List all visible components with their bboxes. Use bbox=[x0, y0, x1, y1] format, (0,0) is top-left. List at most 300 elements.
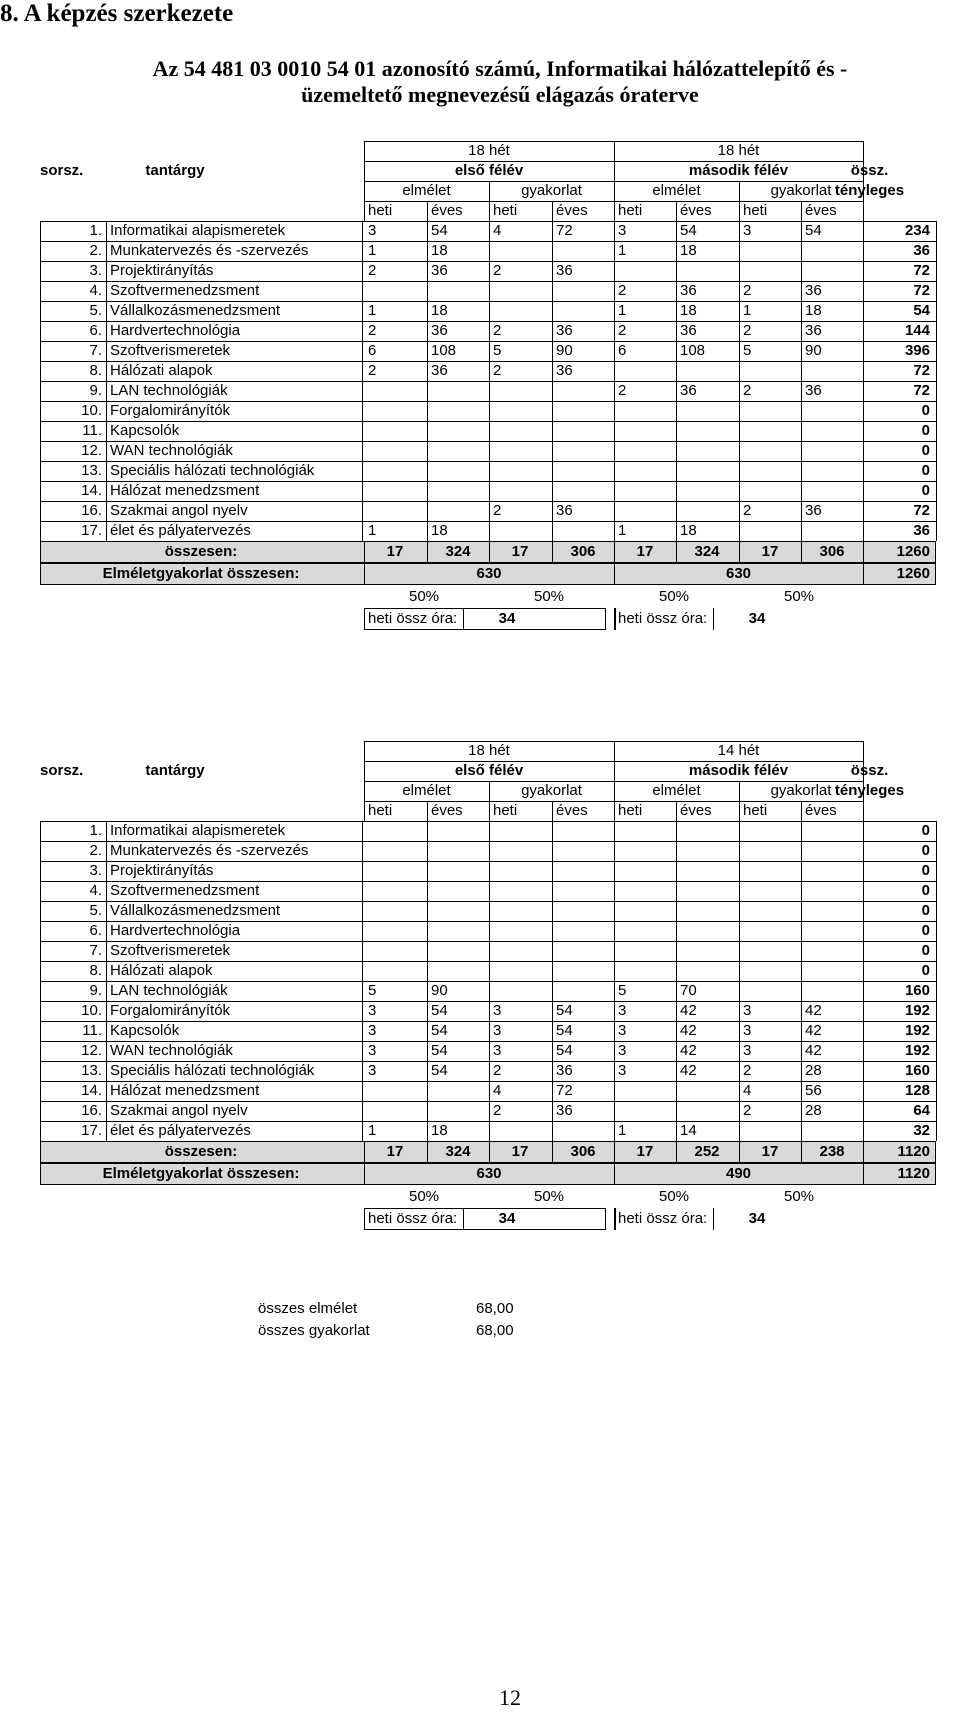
table2-subheader-eves: éves bbox=[556, 802, 588, 819]
table2-body-line bbox=[614, 821, 615, 1141]
table1-body-line bbox=[40, 221, 41, 541]
table1-row-value: 2 bbox=[493, 322, 502, 339]
table2-row-value: 1 bbox=[618, 1122, 627, 1139]
table2-row-sorsz: 7. bbox=[89, 942, 102, 959]
table1-subheader-eves: éves bbox=[431, 202, 463, 219]
table2-total-value: 17 bbox=[511, 1143, 529, 1160]
table1-percent: 50% bbox=[658, 588, 690, 605]
table2-row-total: 0 bbox=[921, 882, 930, 899]
table2-body-line bbox=[40, 821, 41, 1141]
table2-row-value: 3 bbox=[493, 1042, 502, 1059]
table2-percent: 50% bbox=[783, 1188, 815, 1205]
table2-subheader-heti: heti bbox=[368, 802, 393, 819]
table2-row-value: 54 bbox=[556, 1022, 573, 1039]
table1-row-value: 18 bbox=[431, 242, 448, 259]
table2-row-tantargy: Hardvertechnológia bbox=[110, 922, 241, 939]
table1-row-value: 18 bbox=[431, 522, 448, 539]
table1-row-value: 18 bbox=[805, 302, 822, 319]
table1-gyakorlat-2: gyakorlat bbox=[770, 182, 832, 199]
table1-masodik-felev: második félév bbox=[688, 162, 789, 179]
table1-heti-ossz-box bbox=[614, 608, 616, 630]
table1-row-total: 72 bbox=[913, 382, 930, 399]
table2-body-line bbox=[863, 821, 864, 1141]
table2-row-sorsz: 16. bbox=[81, 1102, 102, 1119]
table2-row-value: 3 bbox=[368, 1022, 377, 1039]
table2-row-sorsz: 17. bbox=[81, 1122, 102, 1139]
table1-total-value: 306 bbox=[819, 543, 845, 560]
table2-row-value: 5 bbox=[368, 982, 377, 999]
table1-body-line bbox=[739, 221, 740, 541]
table2-row-value: 54 bbox=[431, 1042, 448, 1059]
table1-row-tantargy: Kapcsolók bbox=[110, 422, 180, 439]
table1-gyakorlat-1: gyakorlat bbox=[521, 182, 582, 199]
table1-row-value: 18 bbox=[431, 302, 448, 319]
table2-row-tantargy: Speciális hálózati technológiák bbox=[110, 1062, 315, 1079]
table1-row-value: 36 bbox=[805, 502, 822, 519]
table1-row-value: 90 bbox=[805, 342, 822, 359]
table1-row-tantargy: Hardvertechnológia bbox=[110, 322, 241, 339]
table1-row-value: 3 bbox=[743, 222, 752, 239]
table1-total-sum: 1260 bbox=[896, 543, 930, 560]
table2-row-sorsz: 1. bbox=[89, 822, 102, 839]
table2-row-sorsz: 11. bbox=[82, 1022, 102, 1039]
table2-row-value: 2 bbox=[743, 1102, 752, 1119]
table1-row-sorsz: 8. bbox=[89, 362, 102, 379]
table1-row-sorsz: 4. bbox=[89, 282, 102, 299]
table2-body-line bbox=[489, 821, 490, 1141]
table2-gyakorlat-1: gyakorlat bbox=[521, 782, 582, 799]
table1-percent: 50% bbox=[533, 588, 565, 605]
table1-row-value: 6 bbox=[368, 342, 377, 359]
page-number: 12 bbox=[499, 1685, 521, 1710]
table1-row-value: 2 bbox=[493, 502, 502, 519]
table1-weeks-second: 18 hét bbox=[717, 142, 760, 159]
table1-row-value: 2 bbox=[743, 282, 752, 299]
table1-row-tantargy: Szoftvermenedzsment bbox=[110, 282, 260, 299]
table1-row-value: 6 bbox=[618, 342, 627, 359]
table1-row-value: 2 bbox=[618, 322, 627, 339]
table2-row-value: 3 bbox=[618, 1042, 627, 1059]
table1-row-tantargy: Hálózat menedzsment bbox=[110, 482, 260, 499]
table2-row-value: 72 bbox=[556, 1082, 573, 1099]
table2-elmelet-2: elmélet bbox=[652, 782, 701, 799]
table2-body-line bbox=[801, 821, 802, 1141]
table2-tenyleges-header: tényleges bbox=[834, 782, 905, 799]
table1-row-sorsz: 5. bbox=[89, 302, 102, 319]
table1-row-tantargy: Szoftverismeretek bbox=[110, 342, 231, 359]
ossz-elmelet-label: összes elmélet bbox=[258, 1300, 358, 1317]
page-heading: 8. A képzés szerkezete bbox=[0, 0, 234, 27]
table1-total-value: 17 bbox=[761, 543, 779, 560]
table1-percent: 50% bbox=[783, 588, 815, 605]
table2-row-tantargy: élet és pályatervezés bbox=[110, 1122, 251, 1139]
table1-tantargy-header: tantárgy bbox=[145, 162, 205, 179]
table2-body-line bbox=[362, 821, 363, 1141]
table1-row-tantargy: Vállalkozásmenedzsment bbox=[110, 302, 281, 319]
table1-body-line bbox=[863, 221, 864, 541]
table2-total-value: 238 bbox=[819, 1143, 845, 1160]
table2-weeks-first: 18 hét bbox=[468, 742, 510, 759]
table2-row-sorsz: 14. bbox=[81, 1082, 102, 1099]
table1-row-value: 36 bbox=[805, 282, 822, 299]
table2-heti-ossz-value: 34 bbox=[748, 1210, 766, 1227]
table1-row-value: 90 bbox=[556, 342, 573, 359]
table1-elmelet-1: elmélet bbox=[402, 182, 451, 199]
table2-row-value: 36 bbox=[556, 1102, 573, 1119]
table1-row-total: 36 bbox=[913, 522, 930, 539]
table1-subheader-eves: éves bbox=[805, 202, 837, 219]
table2-row-sorsz: 3. bbox=[89, 862, 102, 879]
table1-total-value: 17 bbox=[511, 543, 529, 560]
table1-row-value: 36 bbox=[805, 382, 822, 399]
table1-row-value: 72 bbox=[556, 222, 573, 239]
table1-row-value: 1 bbox=[368, 242, 377, 259]
table1-row-total: 396 bbox=[904, 342, 930, 359]
table1-row-value: 36 bbox=[431, 322, 448, 339]
table1-row-value: 2 bbox=[493, 262, 502, 279]
table1-heti-ossz-label: heti össz óra: bbox=[368, 610, 458, 627]
table1-row-tantargy: Forgalomirányítók bbox=[110, 402, 231, 419]
table2-row-value: 28 bbox=[805, 1062, 822, 1079]
table2-row-tantargy: LAN technológiák bbox=[110, 982, 228, 999]
table1-row-sorsz: 10. bbox=[81, 402, 102, 419]
table2-row-tantargy: Forgalomirányítók bbox=[110, 1002, 231, 1019]
table2-row-sorsz: 9. bbox=[89, 982, 102, 999]
table1-body-line bbox=[106, 221, 107, 541]
table2-body-line bbox=[106, 821, 107, 1141]
table1-row-value: 1 bbox=[368, 522, 377, 539]
table1-percent: 50% bbox=[408, 588, 440, 605]
table2-body-line bbox=[936, 821, 937, 1141]
ossz-gyakorlat-value: 68,00 bbox=[476, 1322, 514, 1339]
table1-row-tantargy: Szakmai angol nyelv bbox=[110, 502, 248, 519]
table2-row-value: 3 bbox=[618, 1062, 627, 1079]
table2-row-tantargy: Projektirányítás bbox=[110, 862, 214, 879]
table2-heti-ossz-box bbox=[614, 1208, 616, 1230]
table2-row-total: 32 bbox=[913, 1122, 930, 1139]
table2-row-total: 160 bbox=[904, 1062, 930, 1079]
table2-percent: 50% bbox=[408, 1188, 440, 1205]
table2-row-total: 0 bbox=[921, 822, 930, 839]
table1-row-value: 3 bbox=[368, 222, 377, 239]
table1-row-value: 36 bbox=[556, 362, 573, 379]
table1-row-value: 54 bbox=[431, 222, 448, 239]
table1-row-value: 36 bbox=[431, 262, 448, 279]
table1-osszesen-label: összesen: bbox=[164, 543, 238, 560]
table1-row-sorsz: 1. bbox=[89, 222, 102, 239]
table2-elso-felev: első félév bbox=[454, 762, 524, 779]
table2-row-tantargy: Informatikai alapismeretek bbox=[110, 822, 286, 839]
table2-heti-ossz-value: 34 bbox=[498, 1210, 516, 1227]
table1-body-line bbox=[676, 221, 677, 541]
table1-elmgyak-label: Elméletgyakorlat összesen: bbox=[102, 565, 300, 582]
table2-row-total: 160 bbox=[904, 982, 930, 999]
table1-subheader-heti: heti bbox=[743, 202, 768, 219]
table2-row-tantargy: Szoftvermenedzsment bbox=[110, 882, 260, 899]
table2-row-sorsz: 2. bbox=[89, 842, 102, 859]
table2-row-tantargy: WAN technológiák bbox=[110, 1042, 233, 1059]
table1-row-sorsz: 12. bbox=[81, 442, 102, 459]
table2-elmelet-1: elmélet bbox=[402, 782, 451, 799]
table1-row-sorsz: 3. bbox=[89, 262, 102, 279]
table1-row-sorsz: 6. bbox=[89, 322, 102, 339]
table2-row-tantargy: Vállalkozásmenedzsment bbox=[110, 902, 281, 919]
table1-row-tantargy: Projektirányítás bbox=[110, 262, 214, 279]
table2-row-total: 0 bbox=[921, 842, 930, 859]
table1-elso-felev: első félév bbox=[454, 162, 524, 179]
table2-row-tantargy: Hálózati alapok bbox=[110, 962, 213, 979]
table2-row-value: 3 bbox=[743, 1002, 752, 1019]
table2-row-value: 3 bbox=[368, 1042, 377, 1059]
table1-row-tantargy: élet és pályatervezés bbox=[110, 522, 251, 539]
table1-row-sorsz: 7. bbox=[89, 342, 102, 359]
table1-row-value: 2 bbox=[618, 382, 627, 399]
table2-osszesen-label: összesen: bbox=[164, 1143, 238, 1160]
table1-row-total: 72 bbox=[913, 262, 930, 279]
table1-elmgyak-first: 630 bbox=[476, 565, 502, 582]
table2-row-value: 2 bbox=[493, 1102, 502, 1119]
table2-row-value: 18 bbox=[431, 1122, 448, 1139]
table1-row-value: 36 bbox=[680, 322, 697, 339]
table2-row-value: 42 bbox=[680, 1062, 697, 1079]
table2-row-value: 54 bbox=[431, 1022, 448, 1039]
table1-row-tantargy: Speciális hálózati technológiák bbox=[110, 462, 315, 479]
table1-row-total: 0 bbox=[921, 422, 930, 439]
table1-row-total: 0 bbox=[921, 442, 930, 459]
table2-row-value: 70 bbox=[680, 982, 697, 999]
table1-subheader-heti: heti bbox=[368, 202, 393, 219]
table1-row-value: 36 bbox=[680, 282, 697, 299]
table1-sorsz-header: sorsz. bbox=[40, 162, 84, 179]
table1-row-tantargy: Informatikai alapismeretek bbox=[110, 222, 286, 239]
table1-body-line bbox=[801, 221, 802, 541]
table1-row-total: 72 bbox=[913, 502, 930, 519]
table2-row-value: 4 bbox=[743, 1082, 752, 1099]
table1-row-value: 1 bbox=[618, 302, 627, 319]
table2-subheader-heti: heti bbox=[493, 802, 518, 819]
table2-weeks-second: 14 hét bbox=[717, 742, 760, 759]
table2-body-line bbox=[676, 821, 677, 1141]
table2-row-total: 0 bbox=[921, 942, 930, 959]
table2-row-value: 36 bbox=[556, 1062, 573, 1079]
table1-row-value: 1 bbox=[618, 522, 627, 539]
table2-total-value: 252 bbox=[694, 1143, 720, 1160]
table2-row-value: 42 bbox=[805, 1042, 822, 1059]
table1-row-total: 72 bbox=[913, 282, 930, 299]
table1-weeks-first: 18 hét bbox=[468, 142, 510, 159]
table2-percent: 50% bbox=[533, 1188, 565, 1205]
table2-header-line bbox=[739, 801, 740, 821]
table1-row-total: 0 bbox=[921, 402, 930, 419]
table2-row-tantargy: Hálózat menedzsment bbox=[110, 1082, 260, 1099]
table1-heti-ossz-value: 34 bbox=[498, 610, 516, 627]
table2-total-value: 306 bbox=[570, 1143, 596, 1160]
table2-row-value: 42 bbox=[805, 1002, 822, 1019]
table2-subheader-eves: éves bbox=[805, 802, 837, 819]
table2-elmgyak-second: 490 bbox=[725, 1165, 752, 1182]
table1-row-value: 1 bbox=[368, 302, 377, 319]
table1-body-line bbox=[427, 221, 428, 541]
table1-subheader-heti: heti bbox=[493, 202, 518, 219]
table1-header-line bbox=[739, 201, 740, 221]
table1-header-line bbox=[552, 201, 553, 221]
table2-gyakorlat-2: gyakorlat bbox=[770, 782, 832, 799]
table2-row-sorsz: 4. bbox=[89, 882, 102, 899]
table1-row-value: 18 bbox=[680, 522, 697, 539]
table1-row-value: 1 bbox=[618, 242, 627, 259]
table1-row-value: 2 bbox=[368, 262, 377, 279]
table2-row-value: 42 bbox=[680, 1042, 697, 1059]
table2-row-sorsz: 12. bbox=[81, 1042, 102, 1059]
table2-row-value: 2 bbox=[493, 1062, 502, 1079]
table2-total-value: 324 bbox=[445, 1143, 471, 1160]
table2-row-value: 3 bbox=[743, 1042, 752, 1059]
table2-total-sum: 1120 bbox=[897, 1143, 930, 1160]
table1-body-line bbox=[489, 221, 490, 541]
table2-row-total: 0 bbox=[921, 962, 930, 979]
table1-row-value: 36 bbox=[431, 362, 448, 379]
table2-row-total: 0 bbox=[921, 922, 930, 939]
table2-row-value: 2 bbox=[743, 1062, 752, 1079]
table2-row-tantargy: Szoftverismeretek bbox=[110, 942, 231, 959]
table2-row-value: 3 bbox=[368, 1002, 377, 1019]
table2-row-total: 0 bbox=[921, 902, 930, 919]
table1-total-value: 324 bbox=[445, 543, 471, 560]
table1-header-line bbox=[676, 201, 677, 221]
table2-row-value: 42 bbox=[680, 1022, 697, 1039]
table2-sorsz-header: sorsz. bbox=[40, 762, 84, 779]
table1-row-value: 36 bbox=[556, 502, 573, 519]
table2-total-value: 17 bbox=[636, 1143, 654, 1160]
table1-row-total: 234 bbox=[904, 222, 930, 239]
table1-row-value: 18 bbox=[680, 242, 697, 259]
table2-row-value: 4 bbox=[493, 1082, 502, 1099]
table2-ossz-header: össz. bbox=[850, 762, 889, 779]
table1-row-tantargy: WAN technológiák bbox=[110, 442, 233, 459]
table2-body-line bbox=[427, 821, 428, 1141]
table2-row-value: 56 bbox=[805, 1082, 822, 1099]
table1-row-total: 54 bbox=[913, 302, 930, 319]
table1-row-value: 108 bbox=[431, 342, 457, 359]
table2-subheader-eves: éves bbox=[431, 802, 463, 819]
table1-body-line bbox=[362, 221, 363, 541]
table1-row-tantargy: LAN technológiák bbox=[110, 382, 228, 399]
table1-elmelet-2: elmélet bbox=[652, 182, 701, 199]
page-subtitle-line1: Az 54 481 03 0010 54 01 azonosító számú, Informatikai hálózattelepítő és - bbox=[152, 56, 848, 81]
table1-row-value: 18 bbox=[680, 302, 697, 319]
table1-header-line bbox=[489, 201, 490, 221]
table1-row-value: 1 bbox=[743, 302, 752, 319]
table1-header-line bbox=[427, 201, 428, 221]
table1-ossz-header: össz. bbox=[850, 162, 889, 179]
table2-subheader-heti: heti bbox=[618, 802, 643, 819]
table2-row-value: 28 bbox=[805, 1102, 822, 1119]
table2-total-value: 17 bbox=[761, 1143, 779, 1160]
table1-row-value: 2 bbox=[493, 362, 502, 379]
table1-row-value: 2 bbox=[618, 282, 627, 299]
table2-total-value: 17 bbox=[386, 1143, 404, 1160]
table2-row-sorsz: 8. bbox=[89, 962, 102, 979]
table1-header-line bbox=[801, 201, 802, 221]
table2-row-value: 54 bbox=[556, 1042, 573, 1059]
table2-heti-ossz-label: heti össz óra: bbox=[618, 1210, 708, 1227]
table2-header-line bbox=[801, 801, 802, 821]
table1-row-value: 36 bbox=[805, 322, 822, 339]
table2-row-sorsz: 5. bbox=[89, 902, 102, 919]
table1-total-value: 17 bbox=[636, 543, 654, 560]
table2-row-value: 3 bbox=[493, 1002, 502, 1019]
table1-row-value: 3 bbox=[618, 222, 627, 239]
table1-row-value: 2 bbox=[743, 382, 752, 399]
table2-row-tantargy: Kapcsolók bbox=[110, 1022, 180, 1039]
table2-row-value: 54 bbox=[556, 1002, 573, 1019]
table1-row-sorsz: 2. bbox=[89, 242, 102, 259]
table1-row-value: 36 bbox=[556, 262, 573, 279]
table1-row-value: 108 bbox=[680, 342, 706, 359]
table2-row-value: 90 bbox=[431, 982, 448, 999]
table2-header-line bbox=[427, 801, 428, 821]
table1-row-sorsz: 17. bbox=[81, 522, 102, 539]
table2-row-value: 3 bbox=[493, 1022, 502, 1039]
table2-row-sorsz: 6. bbox=[89, 922, 102, 939]
table2-row-value: 54 bbox=[431, 1002, 448, 1019]
table1-body-line bbox=[552, 221, 553, 541]
table2-subheader-eves: éves bbox=[680, 802, 712, 819]
table1-row-value: 5 bbox=[743, 342, 752, 359]
table1-elmgyak-second: 630 bbox=[725, 565, 752, 582]
table2-row-tantargy: Szakmai angol nyelv bbox=[110, 1102, 248, 1119]
table2-header-line bbox=[489, 801, 490, 821]
table1-subheader-eves: éves bbox=[556, 202, 588, 219]
table2-body-line bbox=[552, 821, 553, 1141]
table1-row-total: 0 bbox=[921, 462, 930, 479]
table1-row-sorsz: 9. bbox=[89, 382, 102, 399]
table1-row-sorsz: 11. bbox=[82, 422, 102, 439]
table2-row-value: 3 bbox=[743, 1022, 752, 1039]
table2-row-value: 42 bbox=[680, 1002, 697, 1019]
table1-row-value: 36 bbox=[556, 322, 573, 339]
table1-row-value: 2 bbox=[743, 502, 752, 519]
table2-row-total: 192 bbox=[904, 1042, 930, 1059]
table2-row-value: 3 bbox=[368, 1062, 377, 1079]
table2-row-value: 3 bbox=[618, 1022, 627, 1039]
table2-row-value: 5 bbox=[618, 982, 627, 999]
table1-tenyleges-header: tényleges bbox=[834, 182, 905, 199]
table1-row-total: 144 bbox=[904, 322, 930, 339]
table2-row-total: 192 bbox=[904, 1002, 930, 1019]
table1-row-tantargy: Munkatervezés és -szervezés bbox=[110, 242, 309, 259]
table2-row-value: 42 bbox=[805, 1022, 822, 1039]
table2-row-sorsz: 13. bbox=[81, 1062, 102, 1079]
table2-masodik-felev: második félév bbox=[688, 762, 789, 779]
table1-row-value: 2 bbox=[368, 322, 377, 339]
table2-heti-ossz-label: heti össz óra: bbox=[368, 1210, 458, 1227]
table1-subheader-heti: heti bbox=[618, 202, 643, 219]
table2-header-line bbox=[552, 801, 553, 821]
table1-heti-ossz-value: 34 bbox=[748, 610, 766, 627]
table2-tantargy-header: tantárgy bbox=[145, 762, 205, 779]
table1-row-total: 0 bbox=[921, 482, 930, 499]
table2-row-value: 54 bbox=[431, 1062, 448, 1079]
table2-row-sorsz: 10. bbox=[81, 1002, 102, 1019]
ossz-gyakorlat-label: összes gyakorlat bbox=[258, 1322, 370, 1339]
ossz-elmelet-value: 68,00 bbox=[476, 1300, 514, 1317]
table1-elmgyak-sum: 1260 bbox=[896, 565, 930, 582]
table2-row-total: 64 bbox=[913, 1102, 930, 1119]
table1-row-sorsz: 13. bbox=[81, 462, 102, 479]
table2-elmgyak-first: 630 bbox=[476, 1165, 502, 1182]
table2-body-line bbox=[739, 821, 740, 1141]
